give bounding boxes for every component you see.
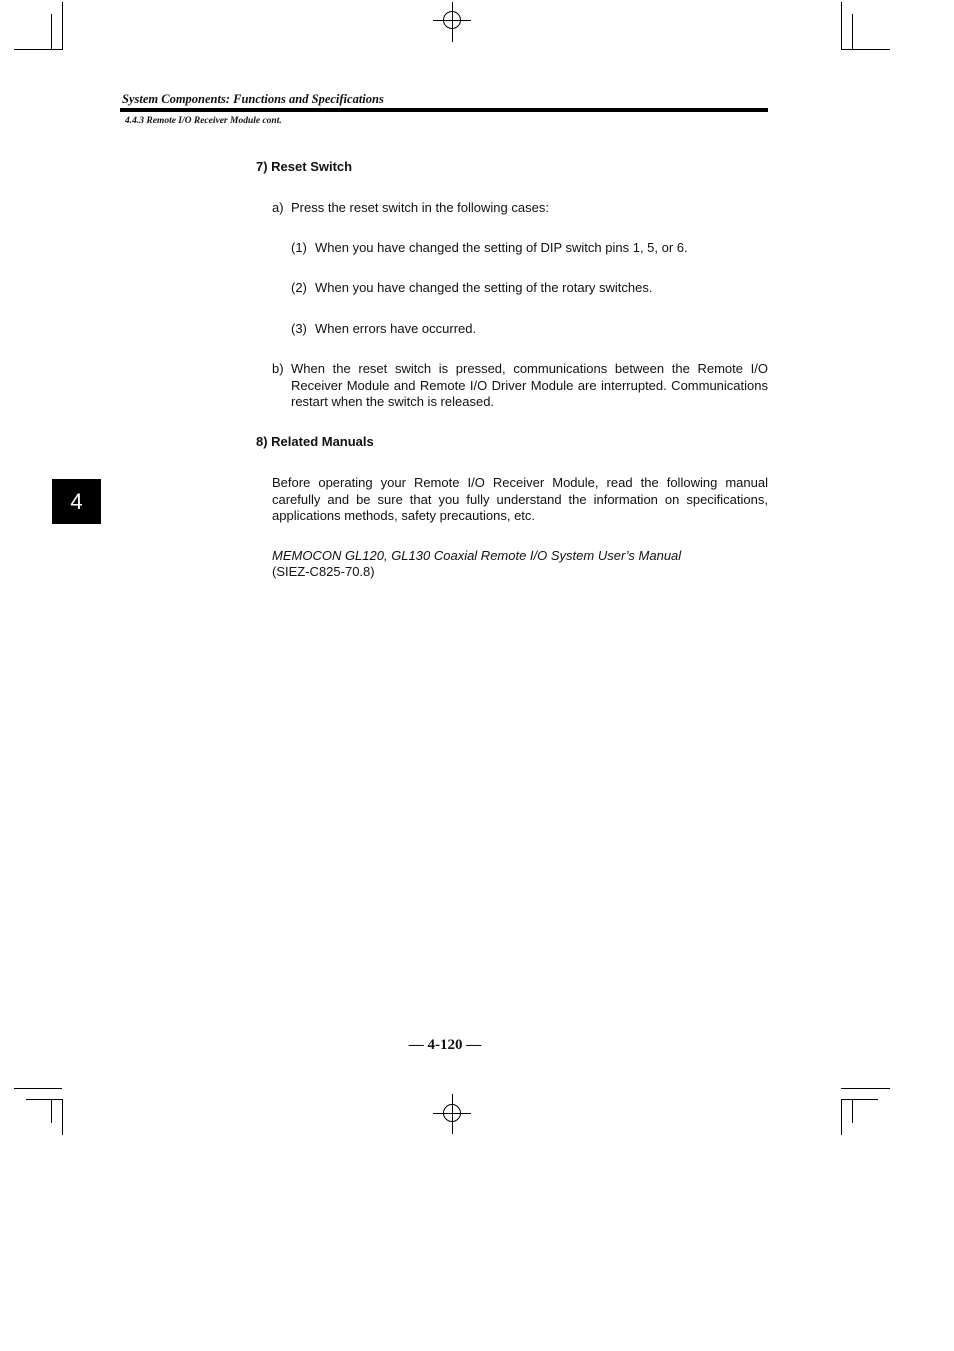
section-title-reset-switch: 7) Reset Switch bbox=[256, 159, 353, 174]
header-rule bbox=[120, 108, 768, 112]
list-label: b) bbox=[272, 361, 284, 376]
running-header-title: System Components: Functions and Specifications bbox=[122, 92, 384, 106]
running-header-subsection: 4.4.3 Remote I/O Receiver Module cont. bbox=[125, 116, 282, 126]
list-text: When you have changed the setting of the rotary switches. bbox=[315, 280, 653, 295]
list-item-a bbox=[272, 200, 768, 217]
list-label: (3) bbox=[291, 321, 307, 336]
manual-code: (SIEZ-C825-70.8) bbox=[272, 564, 375, 579]
chapter-tab: 4 bbox=[52, 479, 101, 524]
list-item-case-2 bbox=[291, 280, 768, 297]
related-manuals-paragraph: Before operating your Remote I/O Receiver Module, read the following manual carefully and be sure that you fully understand the information on specifications, applications methods, safety precautions, etc. bbox=[272, 475, 768, 523]
list-label: (1) bbox=[291, 240, 307, 255]
list-text: When errors have occurred. bbox=[315, 321, 477, 336]
list-text: Press the reset switch in the following cases: bbox=[291, 200, 549, 215]
list-label: a) bbox=[272, 200, 284, 215]
list-item-b bbox=[272, 361, 768, 411]
list-label: (2) bbox=[291, 280, 307, 295]
section-title-related-manuals: 8) Related Manuals bbox=[256, 434, 374, 449]
manual-title: MEMOCON GL120, GL130 Coaxial Remote I/O System User’s Manual bbox=[272, 548, 682, 563]
list-text: When the reset switch is pressed, communications between the Remote I/O Receiver Module and Remote I/O Driver Module are interrupted. Communications restart when the switch is released. bbox=[291, 361, 768, 409]
list-item-case-3 bbox=[291, 321, 768, 338]
list-text: When you have changed the setting of DIP switch pins 1, 5, or 6. bbox=[315, 240, 688, 255]
page-number: — 4-120 — bbox=[408, 1037, 482, 1053]
list-item-case-1 bbox=[291, 240, 768, 257]
